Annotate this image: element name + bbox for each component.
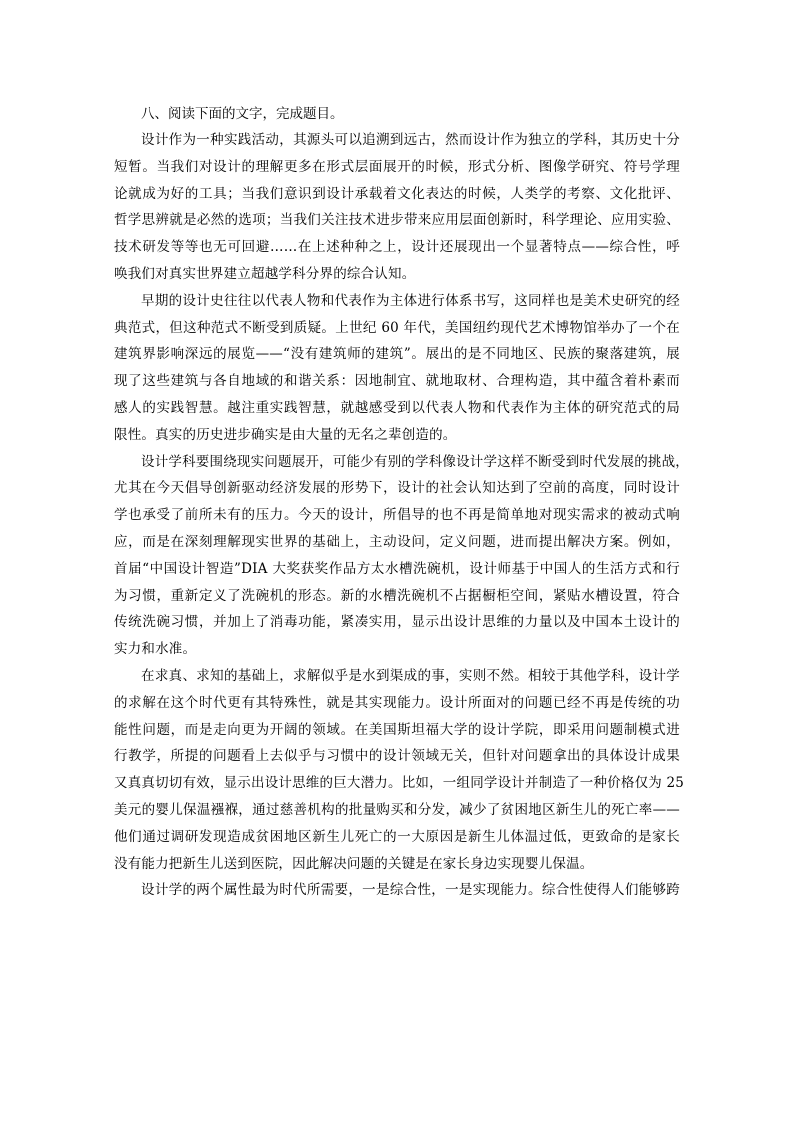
- paragraph-line: 早期的设计史往往以代表人物和代表作为主体进行体系书写，这同样也是美术史研究的经: [141, 292, 680, 309]
- paragraph-line: 设计学的两个属性最为时代所需要，一是综合性，一是实现能力。综合性使得人们能够跨: [141, 882, 680, 899]
- paragraph-line: 又真真切切有效，显示出设计思维的巨大潜力。比如，一组同学设计并制造了一种价格仅为 25: [114, 775, 685, 792]
- paragraph-line: 学也承受了前所未有的压力。今天的设计，所倡导的也不再是简单地对现实需求的被动式响: [114, 507, 680, 524]
- paragraph-line: 美元的婴儿保温襁褓，通过慈善机构的批量购买和分发，减少了贫困地区新生儿的死亡率——: [114, 801, 680, 818]
- paragraph-line: 为习惯，重新定义了洗碗机的形态。新的水槽洗碗机不占据橱柜空间，紧贴水槽设置，符合: [114, 587, 680, 604]
- paragraph-line: 尤其在今天倡导创新驱动经济发展的形势下，设计的社会认知达到了空前的高度，同时设计: [114, 480, 680, 497]
- paragraph-line: 实力和水准。: [114, 641, 197, 658]
- paragraph-line: 传统洗碗习惯，并加上了消毒功能，紧凑实用，显示出设计思维的力量以及中国本土设计的: [114, 614, 680, 631]
- paragraph-line: 没有能力把新生儿送到医院，因此解决问题的关键是在家长身边实现婴儿保温。: [114, 855, 594, 872]
- question-heading: 八、阅读下面的文字，完成题目。: [141, 106, 344, 122]
- paragraph-line: 唤我们对真实世界建立超越学科分界的综合认知。: [114, 265, 416, 282]
- paragraph-line: 设计作为一种实践活动，其源头可以追溯到远古，然而设计作为独立的学科，其历史十分: [141, 132, 680, 148]
- document-body: [114, 101, 689, 904]
- paragraph-1: [114, 127, 680, 288]
- paragraph-2: [114, 288, 680, 449]
- paragraph-line: 在求真、求知的基础上，求解似乎是水到渠成的事，实则不然。相较于其他学科，设计学: [141, 667, 680, 684]
- paragraph-3: [114, 449, 689, 663]
- paragraph-line: 设计学科要围绕现实问题展开，可能少有别的学科像设计学这样不断受到时代发展的挑战，: [141, 453, 689, 470]
- paragraph-line: 能性问题，而是走向更为开阔的领域。在美国斯坦福大学的设计学院，即采用问题制模式进: [114, 721, 680, 738]
- paragraph-line: 首届“中国设计智造”DIA 大奖获奖作品方太水槽洗碗机，设计师基于中国人的生活方式和行: [114, 560, 680, 577]
- paragraph-line: 感人的实践智慧。越注重实践智慧，就越感受到以代表人物和代表作为主体的研究范式的局: [114, 399, 680, 416]
- paragraph-5: [114, 877, 680, 904]
- paragraph-line: 典范式，但这种范式不断受到质疑。上世纪 60 年代，美国纽约现代艺术博物馆举办了一个在: [114, 319, 680, 336]
- paragraph-line: 短暂。当我们对设计的理解更多在形式层面展开的时候，形式分析、图像学研究、符号学理: [114, 158, 680, 175]
- paragraph-line: 行教学，所提的问题看上去似乎与习惯中的设计领域无关，但针对问题拿出的具体设计成果: [114, 748, 680, 765]
- paragraph-line: 建筑界影响深远的展览——“没有建筑师的建筑”。展出的是不同地区、民族的聚落建筑，展: [114, 346, 680, 363]
- paragraph-line: 论就成为好的工具；当我们意识到设计承载着文化表达的时候，人类学的考察、文化批评、: [114, 185, 680, 202]
- paragraph-line: 他们通过调研发现造成贫困地区新生儿死亡的一大原因是新生儿体温过低，更致命的是家长: [114, 828, 680, 845]
- paragraph-line: 限性。真实的历史进步确实是由大量的无名之辈创造的。: [114, 426, 457, 443]
- paragraph-4: [114, 663, 685, 877]
- paragraph-line: 的求解在这个时代更有其特殊性，就是其实现能力。设计所面对的问题已经不再是传统的功: [114, 694, 680, 711]
- paragraph-line: 现了这些建筑与各自地域的和谐关系：因地制宜、就地取材、合理构造，其中蕴含着朴素而: [114, 373, 680, 390]
- paragraph-line: 哲学思辨就是必然的选项；当我们关注技术进步带来应用层面创新时，科学理论、应用实验、: [114, 212, 680, 229]
- paragraph-line: 应，而是在深刻理解现实世界的基础上，主动设问，定义问题，进而提出解决方案。例如，: [114, 533, 680, 550]
- paragraph-line: 技术研发等等也无可回避……在上述种种之上，设计还展现出一个显著特点——综合性，呼: [114, 239, 680, 256]
